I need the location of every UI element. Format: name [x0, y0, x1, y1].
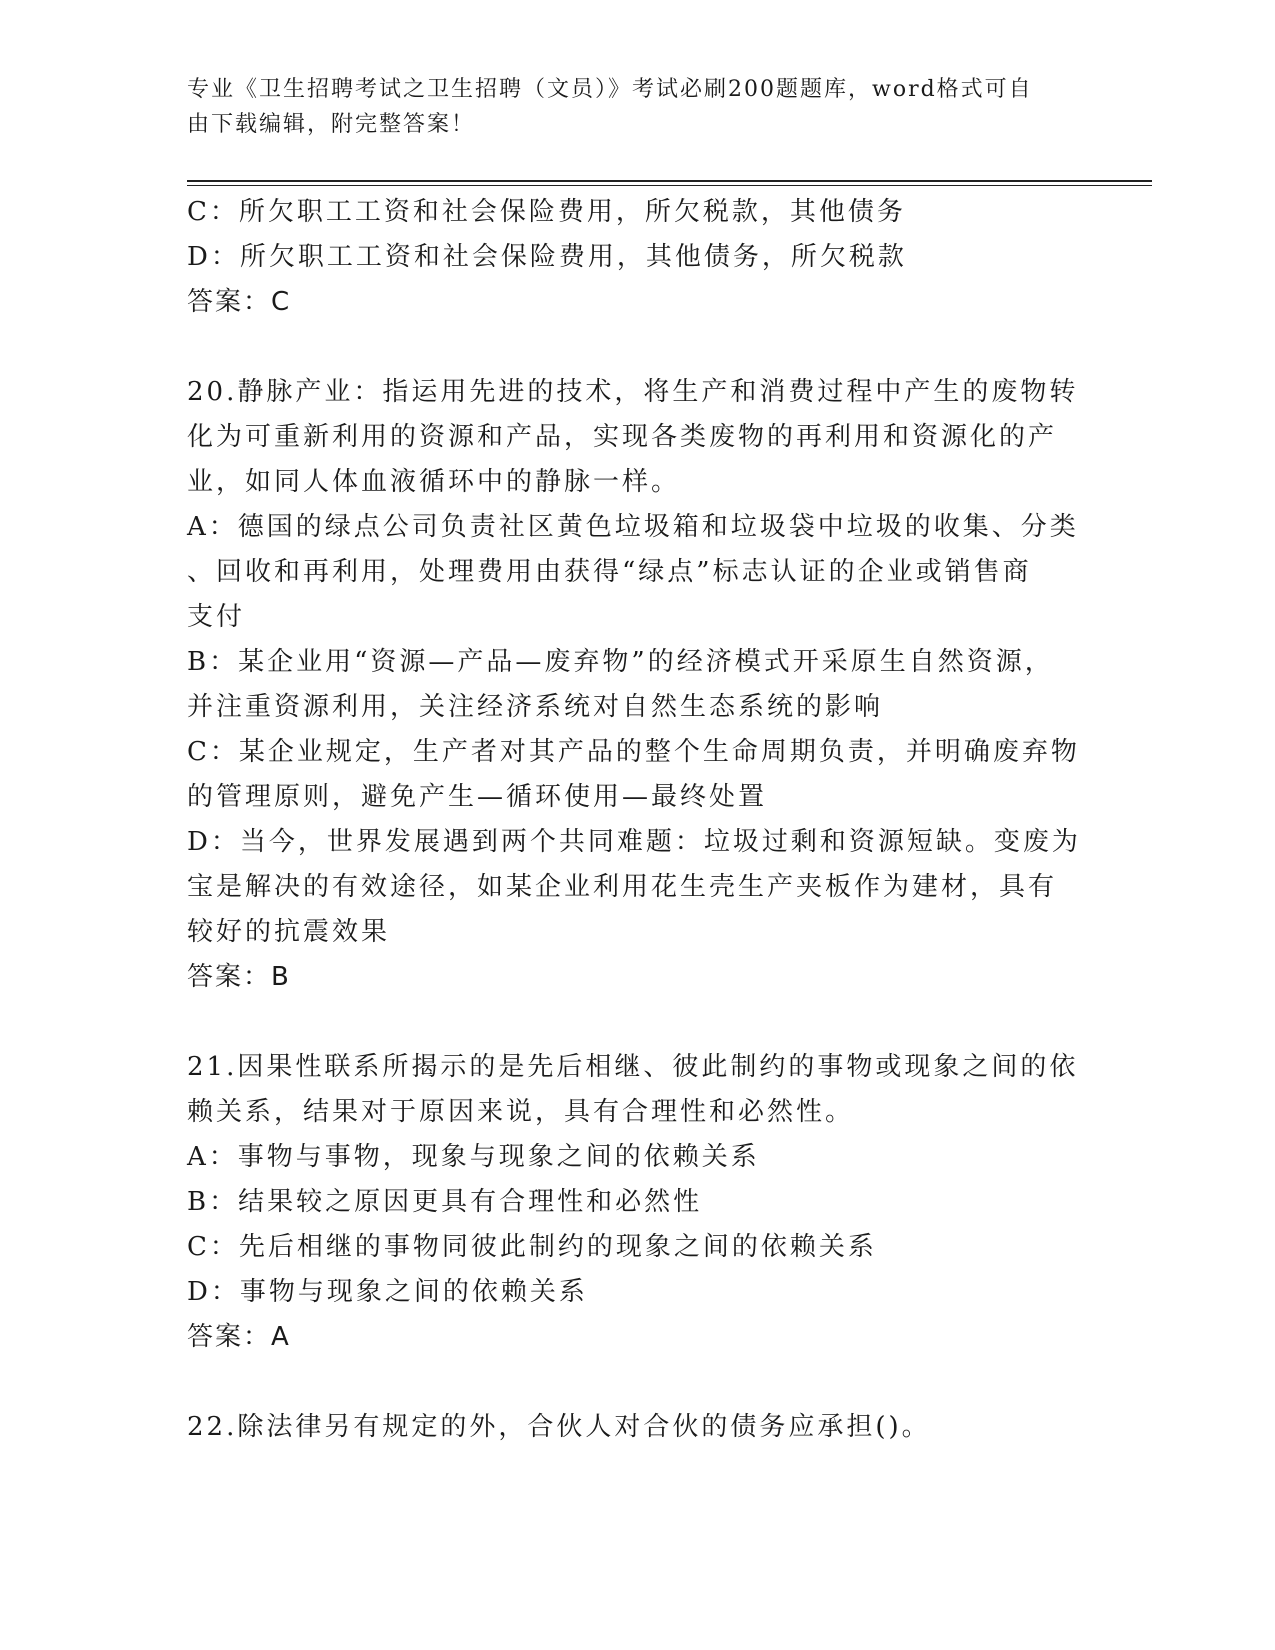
question-21	[187, 1045, 1077, 1360]
header-line-2: 由下载编辑，附完整答案！	[187, 112, 476, 137]
header-rule-thick	[187, 180, 1152, 182]
question-19	[187, 190, 1077, 325]
option-a: A：德国的绿点公司负责社区黄色垃圾箱和垃圾袋中垃圾的收集、分类	[187, 512, 1079, 542]
answer: 答案：C	[187, 287, 292, 317]
spacer	[187, 325, 1077, 370]
question-stem: 21.因果性联系所揭示的是先后相继、彼此制约的事物或现象之间的依	[187, 1052, 1079, 1082]
option-a: A：事物与事物，现象与现象之间的依赖关系	[187, 1142, 760, 1172]
option-b: B：某企业用“资源—产品—废弃物”的经济模式开采原生自然资源，	[187, 647, 1054, 677]
document-body	[187, 190, 1081, 1450]
answer: 答案：A	[187, 1322, 291, 1352]
question-22	[187, 1405, 1077, 1450]
document-header	[187, 72, 1067, 142]
option-b: B：结果较之原因更具有合理性和必然性	[187, 1187, 703, 1217]
spacer	[187, 1000, 1077, 1045]
spacer	[187, 1360, 1077, 1405]
option-a: 支付	[187, 602, 246, 632]
question-stem: 22.除法律另有规定的外，合伙人对合伙的债务应承担()。	[187, 1412, 931, 1442]
option-c: C：先后相继的事物同彼此制约的现象之间的依赖关系	[187, 1232, 877, 1262]
answer: 答案：B	[187, 962, 291, 992]
option-d: D：当今，世界发展遇到两个共同难题：垃圾过剩和资源短缺。变废为	[187, 827, 1081, 857]
option-a: 、回收和再利用，处理费用由获得“绿点”标志认证的企业或销售商	[187, 557, 1032, 587]
header-line-1: 专业《卫生招聘考试之卫生招聘（文员）》考试必刷200题题库，word格式可自	[187, 77, 1033, 102]
question-stem: 业，如同人体血液循环中的静脉一样。	[187, 467, 681, 497]
option-c: 的管理原则，避免产生—循环使用—最终处置	[187, 782, 768, 812]
question-stem: 化为可重新利用的资源和产品，实现各类废物的再利用和资源化的产	[187, 422, 1058, 452]
question-stem: 20.静脉产业：指运用先进的技术，将生产和消费过程中产生的废物转	[187, 377, 1079, 407]
header-rule-thin	[187, 185, 1152, 186]
option-d: 宝是解决的有效途径，如某企业利用花生壳生产夹板作为建材，具有	[187, 872, 1058, 902]
option-d: D：事物与现象之间的依赖关系	[187, 1277, 588, 1307]
option-d: D：所欠职工工资和社会保险费用，其他债务，所欠税款	[187, 242, 907, 272]
option-b: 并注重资源利用，关注经济系统对自然生态系统的影响	[187, 692, 884, 722]
option-d: 较好的抗震效果	[187, 917, 391, 947]
option-c: C：所欠职工工资和社会保险费用，所欠税款，其他债务	[187, 197, 906, 227]
option-c: C：某企业规定，生产者对其产品的整个生命周期负责，并明确废弃物	[187, 737, 1080, 767]
question-20	[187, 370, 1081, 1000]
question-stem: 赖关系，结果对于原因来说，具有合理性和必然性。	[187, 1097, 855, 1127]
